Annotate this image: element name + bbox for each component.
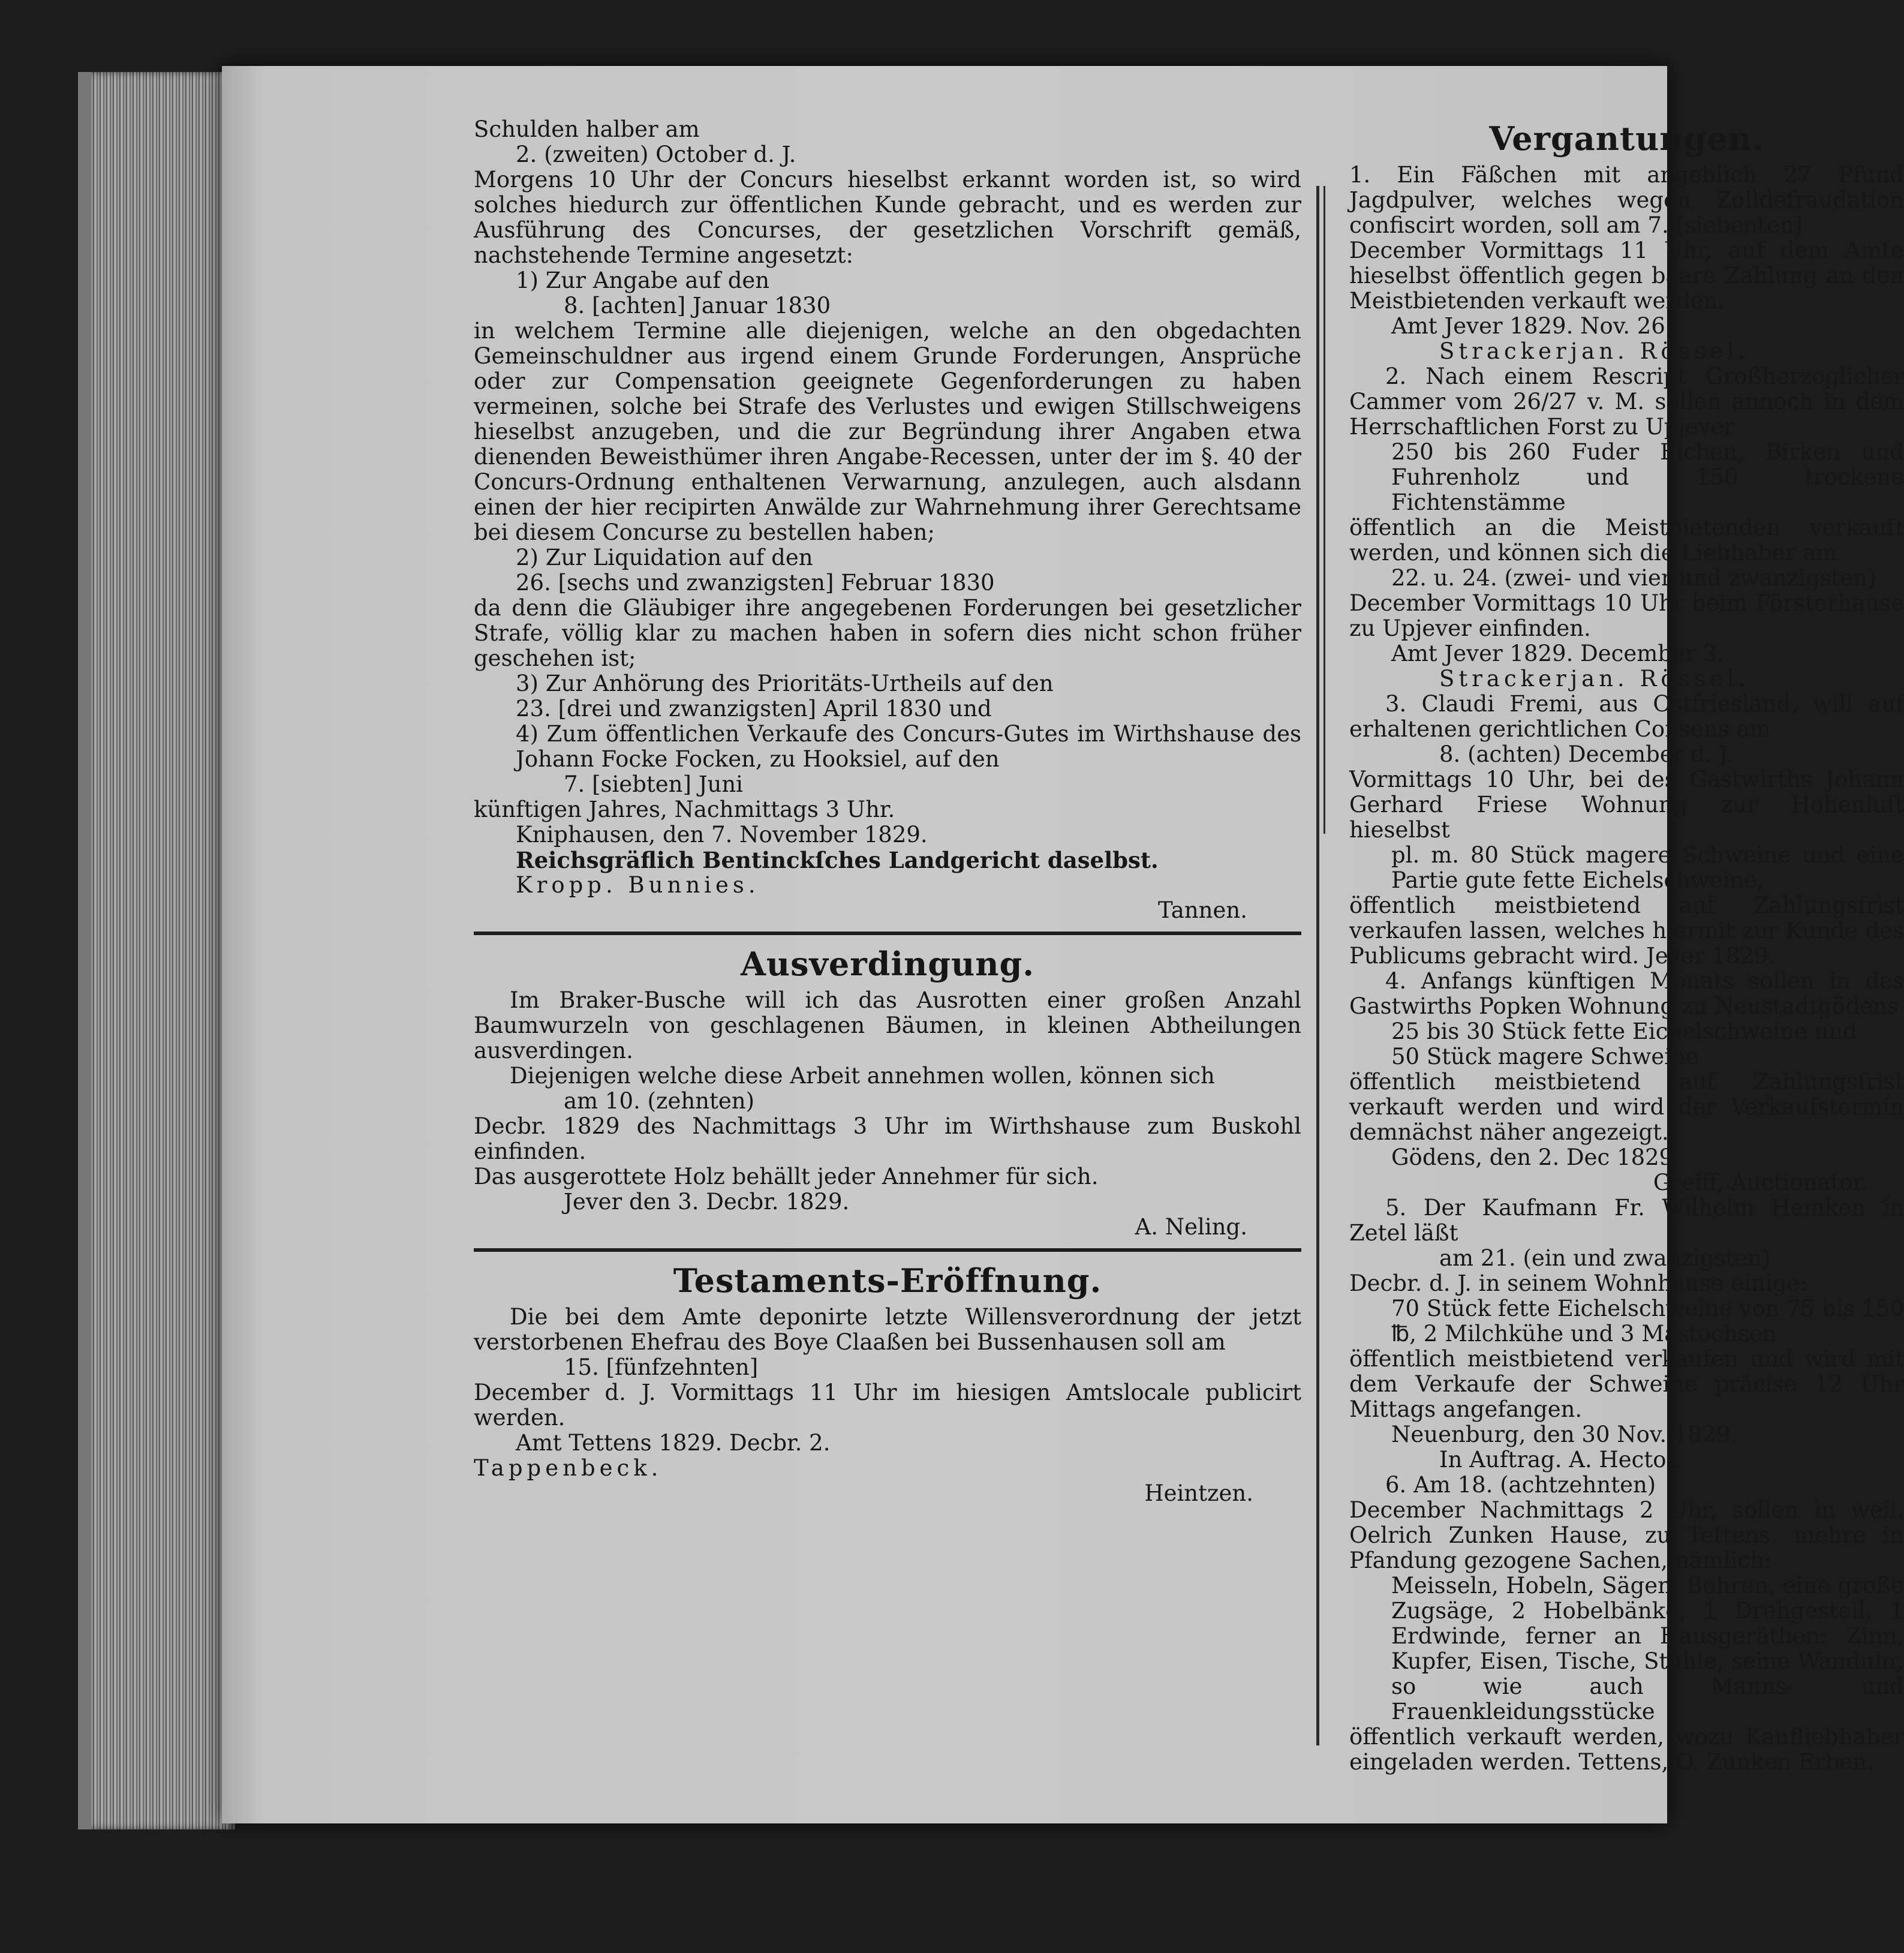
signatures: Kropp. Bunnies. <box>516 872 760 898</box>
signature: Tannen. <box>1157 897 1247 923</box>
text-line: Decbr. d. J. in seinem Wohnhause einige: <box>1349 1270 1807 1296</box>
section-heading: Vergantungen. <box>1489 119 1764 158</box>
signatures: Strackerjan. Rössel. <box>1439 338 1750 364</box>
place-date: Amt Tettens 1829. Decbr. 2. <box>516 1430 831 1456</box>
paragraph: December d. J. Vormittags 11 Uhr im hiesigen Amtslocale publicirt werden. <box>474 1380 1301 1431</box>
list-item: 1) Zur Angabe auf den <box>516 268 770 293</box>
date-line: 23. [drei und zwanzigsten] April 1830 und <box>516 696 992 722</box>
text-line: 50 Stück magere Schweine <box>1391 1044 1699 1069</box>
list-item: 4) Zum öffentlichen Verkaufe des Concurs-Gutes im Wirthshause des Johann Focke Focken, zu Hooksiel, auf den <box>516 721 1301 772</box>
paragraph: 4. Anfangs künftigen Monats sollen in des Gastwirths Popken Wohnung zu Neustadtgödens <box>1349 968 1904 1019</box>
date-line: 8. (achten) December d. J. <box>1439 741 1734 767</box>
column-divider-short <box>1324 186 1325 834</box>
paragraph: öffentlich meistbietend auf Zahlungsfrist verkaufen lassen, welches hiermit zur Kunde des Publicums gebracht wird. Jever 1829. <box>1349 893 1904 969</box>
date-line: 6. Am 18. (achtzehnten) <box>1385 1472 1656 1498</box>
paragraph: Decbr. 1829 des Nachmittags 3 Uhr im Wirthshause zum Buskohl einfinden. <box>474 1113 1301 1164</box>
signature: Tappenbeck. <box>474 1455 663 1481</box>
place-date: Gödens, den 2. Dec 1829. <box>1391 1144 1680 1170</box>
section-rule <box>474 1248 1301 1252</box>
paragraph: December Vormittags 10 Uhr beim Försterhause zu Upjever einfinden. <box>1349 590 1904 641</box>
paragraph: December Vormittags 11 Uhr, auf dem Amte hieselbst öffentlich gegen baare Zahlung an den Meistbietenden verkauft werden. <box>1349 238 1904 314</box>
paragraph: December Nachmittags 2 Uhr, sollen in weil. Oelrich Zunken Hause, zu Tettens, mehre in Pfandung gezogene Sachen, nämlich: <box>1349 1497 1904 1573</box>
paragraph: in welchem Termine alle diejenigen, welche an den obgedachten Gemeinschuldner aus irgend einem Grunde Forderungen, Ansprüche oder zur Compensation geeignete Gegenforderungen zu haben vermeinen, solche bei Strafe des Verlustes und ewigen Stillschweigens hieselbst anzugeben, und die zur Begründung ihrer Angaben etwa dienenden Beweisthümer ihren Angabe-Recessen, unter der im §. 40 der Concurs-Ordnung enthaltenen Verwarnung, anzulegen, auch alsdann einen der hier recipirten Anwälde zur Wahrnehmung ihrer Gerechtsame bei diesem Concurse zu bestellen haben; <box>474 318 1301 545</box>
paragraph: Morgens 10 Uhr der Concurs hieselbst erkannt worden ist, so wird solches hiedurch zur öffentlichen Kunde gebracht, und es werden zur Ausführung des Concurses, der gesetzlichen Vorschrift gemäß, nachstehende Termine angesetzt: <box>474 167 1301 268</box>
list-item: 3) Zur Anhörung des Prioritäts-Urtheils auf den <box>516 671 1054 696</box>
text-line: künftigen Jahres, Nachmittags 3 Uhr. <box>474 797 895 822</box>
place-date: Kniphausen, den 7. November 1829. <box>516 822 928 848</box>
paragraph: 70 Stück fette Eichelschweine von 75 bis 150 ℔, 2 Milchkühe und 3 Mastochsen <box>1391 1296 1904 1347</box>
place-date: Amt Jever 1829. December 3. <box>1391 641 1724 666</box>
right-column <box>1349 117 1904 1775</box>
signature: A. Neling. <box>1135 1214 1247 1240</box>
section-rule <box>474 932 1301 935</box>
signature: In Auftrag. A. Hector. <box>1439 1447 1682 1473</box>
signature: Heintzen. <box>1144 1480 1253 1506</box>
signatures: Strackerjan. Rössel. <box>1439 666 1750 692</box>
paragraph: da denn die Gläubiger ihre angegebenen Forderungen bei gesetzlicher Strafe, völlig klar zu machen haben in sofern dies nicht schon früher geschehen ist; <box>474 595 1301 671</box>
date-line: 2. (zweiten) October d. J. <box>516 142 796 167</box>
date-line: 22. u. 24. (zwei- und vier und zwanzigsten) <box>1391 565 1876 591</box>
section-heading: Ausverdingung. <box>740 945 1035 983</box>
paragraph: 1. Ein Fäßchen mit angeblich 27 Pfund Jagdpulver, welches wegen Zolldefraudation confiscirt worden, soll am 7. [siebenten] <box>1349 162 1904 238</box>
place-date: Jever den 3. Decbr. 1829. <box>564 1189 850 1215</box>
paragraph: öffentlich meistbietend auf Zahlungsfrist verkauft werden und wird der Verkaufstermin demnächst näher angezeigt. <box>1349 1069 1904 1145</box>
list-item: 2) Zur Liquidation auf den <box>516 545 813 570</box>
date-line: 8. [achten] Januar 1830 <box>564 293 831 319</box>
paragraph: Im Braker-Busche will ich das Ausrotten einer großen Anzahl Baumwurzeln von geschlagenen Bäumen, in kleinen Abtheilungen ausverdingen. <box>474 987 1301 1063</box>
item-list: Meisseln, Hobeln, Sägen, Bohren, eine große Zugsäge, 2 Hobelbänke, 1 Drehgestell, 1 Erdwinde, ferner an Hausgeräthen: Zinn, Kupfer, Eisen, Tische, Stühle, seine Wanduhr, so wie auch Manns- und Frauenkleidungsstücke <box>1391 1573 1904 1724</box>
date-line: 26. [sechs und zwanzigsten] Februar 1830 <box>516 570 995 596</box>
text-line: Schulden halber am <box>474 116 700 142</box>
book-page-edges <box>78 72 235 1829</box>
date-line: am 10. (zehnten) <box>564 1088 755 1114</box>
paragraph: Die bei dem Amte deponirte letzte Willensverordnung der jetzt verstorbenen Ehefrau des Boye Claaßen bei Bussenhausen soll am <box>474 1304 1301 1355</box>
place-date: Neuenburg, den 30 Nov. 1829. <box>1391 1422 1737 1447</box>
paragraph: öffentlich meistbietend verkaufen und wird mit dem Verkaufe der Schweine präcise 12 Uhr Mittags angefangen. <box>1349 1346 1904 1422</box>
text-line: 25 bis 30 Stück fette Eichelschweine und <box>1391 1018 1857 1044</box>
section-heading: Testaments-Eröffnung. <box>673 1261 1102 1300</box>
paragraph: öffentlich an die Meistbietenden verkauft werden, und können sich die Liebhaber am <box>1349 515 1904 566</box>
left-column <box>474 117 1301 1506</box>
place-date: Amt Jever 1829. Nov. 26. <box>1391 313 1673 339</box>
court-name: Reichsgräflich Bentinckſches Landgericht daselbst. <box>516 847 1159 873</box>
column-divider <box>1316 186 1319 1745</box>
book-page <box>222 66 1904 1823</box>
paragraph: Diejenigen welche diese Arbeit annehmen wollen, können sich <box>510 1063 1215 1089</box>
paragraph: 250 bis 260 Fuder Eichen, Birken und Fuhrenholz und 150 trockene Fichtenstämme <box>1391 439 1904 515</box>
paragraph: pl. m. 80 Stück magere Schweine und eine Partie gute fette Eichelschweine, <box>1391 842 1904 893</box>
paragraph: 3. Claudi Fremi, aus Ostfriesland, will auf erhaltenen gerichtlichen Consens am <box>1349 691 1904 742</box>
date-line: am 21. (ein und zwanzigsten) <box>1439 1245 1771 1271</box>
signature: Greiff, Auctionator. <box>1653 1170 1868 1195</box>
date-line: 7. [siebten] Juni <box>564 771 744 797</box>
paragraph: 5. Der Kaufmann Fr. Wilhelm Hemken in Zetel läßt <box>1349 1195 1904 1246</box>
paragraph: öffentlich verkauft werden, wozu Kaufliebhaber eingeladen werden. Tettens, O. Zunken Erben. <box>1349 1724 1904 1775</box>
date-line: 15. [fünfzehnten] <box>564 1354 759 1380</box>
paragraph: 2. Nach einem Rescript Großherzoglicher Cammer vom 26/27 v. M. sollen annoch in dem Herrschaftlichen Forst zu Upjever <box>1349 363 1904 440</box>
paragraph: Das ausgerottete Holz behällt jeder Annehmer für sich. <box>474 1164 1099 1189</box>
paragraph: Vormittags 10 Uhr, bei des Gastwirths Johann Gerhard Friese Wohnung zur Hohenluft hieselbst <box>1349 767 1904 843</box>
